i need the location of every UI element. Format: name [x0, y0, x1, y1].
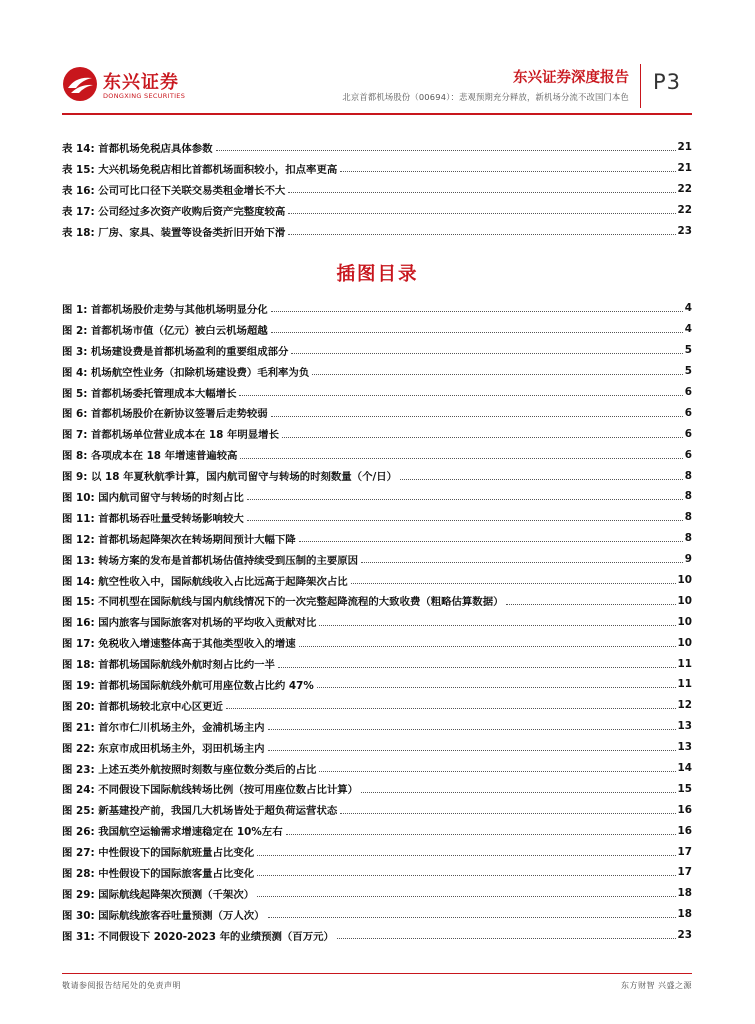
toc-entry[interactable] — [62, 883, 692, 904]
toc-entry-page: 4 — [684, 302, 692, 315]
toc-entry-label: 图 28: 中性假设下的国际旅客量占比变化 — [62, 867, 255, 880]
toc-entry[interactable] — [62, 179, 692, 200]
toc-entry-page: 10 — [677, 615, 692, 628]
toc-leader-dots — [268, 749, 676, 751]
figures-toc-list — [62, 298, 692, 946]
toc-entry-label: 图 4: 机场航空性业务（扣除机场建设费）毛利率为负 — [62, 366, 310, 379]
report-subtitle: 北京首都机场股份（00694）：悲观预期充分释放，新机场分流不改国门本色 — [342, 92, 629, 102]
toc-entry-label: 图 15: 不同机型在国际航线与国内航线情况下的一次完整起降流程的大致收费（粗略估算数据） — [62, 596, 504, 609]
toc-entry[interactable] — [62, 799, 692, 820]
toc-entry-label: 图 8: 各项成本在 18 年增速普遍较高 — [62, 450, 238, 463]
toc-leader-dots — [286, 833, 676, 835]
toc-leader-dots — [278, 666, 676, 668]
toc-entry-page: 16 — [677, 824, 692, 837]
toc-entry-label: 图 7: 首都机场单位营业成本在 18 年明显增长 — [62, 429, 279, 442]
toc-entry-page: 6 — [684, 427, 692, 440]
toc-entry-label: 图 27: 中性假设下的国际航班量占比变化 — [62, 847, 255, 860]
toc-entry-page: 15 — [677, 782, 692, 795]
toc-entry-label: 图 16: 国内旅客与国际旅客对机场的平均收入贡献对比 — [62, 617, 317, 630]
toc-entry[interactable] — [62, 402, 692, 423]
toc-entry-page: 12 — [677, 699, 692, 712]
toc-entry-page: 8 — [684, 532, 692, 545]
toc-leader-dots — [291, 352, 682, 354]
toc-leader-dots — [240, 457, 682, 459]
toc-leader-dots — [226, 707, 676, 709]
toc-entry-page: 8 — [684, 511, 692, 524]
logo-chinese-name: 东兴证券 — [103, 72, 179, 93]
toc-entry-page: 22 — [677, 183, 692, 196]
toc-leader-dots — [247, 498, 683, 500]
toc-entry-label: 图 20: 首都机场较北京中心区更近 — [62, 700, 223, 713]
toc-entry[interactable] — [62, 716, 692, 737]
toc-entry-label: 图 5: 首都机场委托管理成本大幅增长 — [62, 387, 237, 400]
toc-leader-dots — [361, 561, 683, 563]
toc-entry[interactable] — [62, 820, 692, 841]
toc-entry-page: 6 — [684, 406, 692, 419]
toc-entry[interactable] — [62, 361, 692, 382]
logo-english-name: DONGXING SECURITIES — [103, 92, 186, 100]
toc-entry-page: 13 — [677, 720, 692, 733]
toc-entry[interactable] — [62, 137, 692, 158]
toc-entry-page: 8 — [684, 469, 692, 482]
toc-leader-dots — [337, 937, 676, 939]
toc-entry[interactable] — [62, 507, 692, 528]
toc-leader-dots — [216, 149, 676, 151]
toc-entry-label: 图 12: 首都机场起降架次在转场期间预计大幅下降 — [62, 533, 296, 546]
header-divider — [640, 64, 641, 108]
toc-entry-label: 图 3: 机场建设费是首都机场盈利的重要组成部分 — [62, 345, 289, 358]
toc-leader-dots — [319, 770, 675, 772]
toc-entry-label: 图 22: 东京市成田机场主外，羽田机场主内 — [62, 742, 265, 755]
toc-leader-dots — [340, 170, 675, 172]
toc-leader-dots — [257, 874, 675, 876]
toc-entry-label: 图 13: 转场方案的发布是首都机场估值持续受到压制的主要原因 — [62, 554, 359, 567]
toc-entry[interactable] — [62, 298, 692, 319]
toc-entry[interactable] — [62, 758, 692, 779]
toc-entry-label: 图 17: 免税收入增速整体高于其他类型收入的增速 — [62, 638, 296, 651]
figures-toc-title: 插图目录 — [336, 264, 419, 285]
toc-entry[interactable] — [62, 528, 692, 549]
toc-entry-page: 10 — [677, 594, 692, 607]
toc-leader-dots — [312, 373, 683, 375]
toc-entry[interactable] — [62, 382, 692, 403]
toc-leader-dots — [288, 233, 675, 235]
toc-entry-label: 图 9: 以 18 年夏秋航季计算，国内航司留守与转场的时刻数量（个/日） — [62, 471, 398, 484]
toc-entry[interactable] — [62, 611, 692, 632]
toc-entry-label: 图 19: 首都机场国际航线外航可用座位数占比约 47% — [62, 679, 314, 692]
toc-leader-dots — [506, 603, 675, 605]
toc-entry[interactable] — [62, 319, 692, 340]
toc-entry-page: 4 — [684, 323, 692, 336]
toc-entry-page: 16 — [677, 803, 692, 816]
toc-entry-label: 图 23: 上述五类外航按照时刻数与座位数分类后的占比 — [62, 763, 317, 776]
toc-entry-label: 图 31: 不同假设下 2020-2023 年的业绩预测（百万元） — [62, 930, 334, 943]
toc-entry-page: 6 — [684, 448, 692, 461]
toc-entry-label: 表 14: 首都机场免税店具体参数 — [62, 142, 213, 155]
toc-entry[interactable] — [62, 841, 692, 862]
toc-entry-label: 图 29: 国际航线起降架次预测（千架次） — [62, 888, 255, 901]
toc-entry[interactable] — [62, 778, 692, 799]
toc-entry[interactable] — [62, 200, 692, 221]
toc-leader-dots — [247, 519, 683, 521]
toc-entry[interactable] — [62, 570, 692, 591]
toc-entry[interactable] — [62, 444, 692, 465]
toc-entry-page: 9 — [684, 553, 692, 566]
toc-leader-dots — [351, 582, 676, 584]
toc-entry[interactable] — [62, 674, 692, 695]
toc-leader-dots — [257, 895, 675, 897]
toc-entry-label: 表 17: 公司经过多次资产收购后资产完整度较高 — [62, 205, 286, 218]
toc-entry-label: 图 25: 新基建投产前，我国几大机场皆处于超负荷运营状态 — [62, 805, 338, 818]
footer-rule — [62, 973, 692, 974]
toc-entry-label: 图 24: 不同假设下国际航线转场比例（按可用座位数占比计算） — [62, 784, 359, 797]
toc-entry-label: 图 26: 我国航空运输需求增速稳定在 10%左右 — [62, 826, 283, 839]
toc-entry[interactable] — [62, 904, 692, 925]
toc-leader-dots — [271, 331, 683, 333]
toc-entry[interactable] — [62, 925, 692, 946]
toc-leader-dots — [317, 686, 676, 688]
toc-entry-label: 图 1: 首都机场股价走势与其他机场明显分化 — [62, 303, 268, 316]
toc-entry[interactable] — [62, 340, 692, 361]
toc-leader-dots — [400, 478, 683, 480]
toc-entry[interactable] — [62, 590, 692, 611]
toc-entry-label: 图 11: 首都机场吞吐量受转场影响较大 — [62, 512, 244, 525]
toc-leader-dots — [257, 854, 675, 856]
tables-toc-list — [62, 137, 692, 241]
toc-leader-dots — [282, 436, 683, 438]
toc-entry-page: 10 — [677, 574, 692, 587]
toc-leader-dots — [299, 540, 683, 542]
report-brand: 东兴证券深度报告 — [513, 70, 629, 86]
toc-entry-label: 图 6: 首都机场股价在新协议签署后走势较弱 — [62, 408, 268, 421]
toc-entry-page: 5 — [684, 344, 692, 357]
toc-leader-dots — [288, 191, 675, 193]
footer-disclaimer: 敬请参阅报告结尾处的免责声明 — [62, 981, 181, 990]
toc-entry-page: 11 — [677, 678, 692, 691]
toc-entry-page: 8 — [684, 490, 692, 503]
toc-entry-label: 表 18: 厂房、家具、装置等设备类折旧开始下滑 — [62, 226, 286, 239]
toc-entry[interactable] — [62, 737, 692, 758]
dongxing-logo-icon — [62, 66, 98, 102]
toc-entry-page: 13 — [677, 741, 692, 754]
toc-entry-label: 图 18: 首都机场国际航线外航时刻占比约一半 — [62, 659, 275, 672]
toc-leader-dots — [340, 812, 675, 814]
toc-entry[interactable] — [62, 695, 692, 716]
toc-entry-label: 图 10: 国内航司留守与转场的时刻占比 — [62, 491, 244, 504]
toc-leader-dots — [361, 791, 676, 793]
toc-entry-page: 21 — [677, 162, 692, 175]
page-number: P3 — [653, 70, 682, 94]
toc-entry-page: 14 — [677, 762, 692, 775]
toc-entry-page: 11 — [677, 657, 692, 670]
toc-entry-page: 22 — [677, 204, 692, 217]
toc-entry-label: 图 30: 国际航线旅客吞吐量预测（万人次） — [62, 909, 265, 922]
toc-entry-page: 21 — [677, 141, 692, 154]
toc-entry-page: 10 — [677, 636, 692, 649]
toc-entry-label: 图 14: 航空性收入中，国际航线收入占比远高于起降架次占比 — [62, 575, 348, 588]
company-logo — [62, 66, 186, 106]
toc-leader-dots — [299, 645, 676, 647]
toc-leader-dots — [271, 415, 683, 417]
toc-entry-label: 图 21: 首尔市仁川机场主外，金浦机场主内 — [62, 721, 265, 734]
footer-slogan: 东方财智 兴盛之源 — [620, 981, 692, 990]
toc-entry[interactable] — [62, 486, 692, 507]
toc-entry-page: 17 — [677, 866, 692, 879]
toc-entry-label: 表 15: 大兴机场免税店相比首都机场面积较小，扣点率更高 — [62, 163, 338, 176]
toc-entry[interactable] — [62, 158, 692, 179]
toc-entry-label: 图 2: 首都机场市值（亿元）被白云机场超越 — [62, 324, 268, 337]
toc-leader-dots — [239, 394, 682, 396]
toc-entry-label: 表 16: 公司可比口径下关联交易类租金增长不大 — [62, 184, 286, 197]
toc-leader-dots — [268, 728, 676, 730]
toc-entry[interactable] — [62, 862, 692, 883]
toc-leader-dots — [288, 212, 675, 214]
toc-leader-dots — [271, 310, 683, 312]
toc-entry[interactable] — [62, 221, 692, 242]
toc-entry-page: 6 — [684, 386, 692, 398]
toc-entry[interactable] — [62, 653, 692, 674]
toc-entry-page: 5 — [684, 365, 692, 378]
toc-entry-page: 18 — [677, 887, 692, 900]
toc-leader-dots — [319, 624, 675, 626]
toc-leader-dots — [268, 916, 676, 918]
toc-entry[interactable] — [62, 632, 692, 653]
toc-entry-page: 18 — [677, 908, 692, 921]
toc-entry-page: 23 — [677, 225, 692, 237]
toc-entry[interactable] — [62, 423, 692, 444]
toc-entry[interactable] — [62, 465, 692, 486]
toc-entry[interactable] — [62, 549, 692, 570]
header-rule — [62, 113, 692, 115]
toc-entry-page: 23 — [677, 929, 692, 942]
toc-entry-page: 17 — [677, 845, 692, 858]
